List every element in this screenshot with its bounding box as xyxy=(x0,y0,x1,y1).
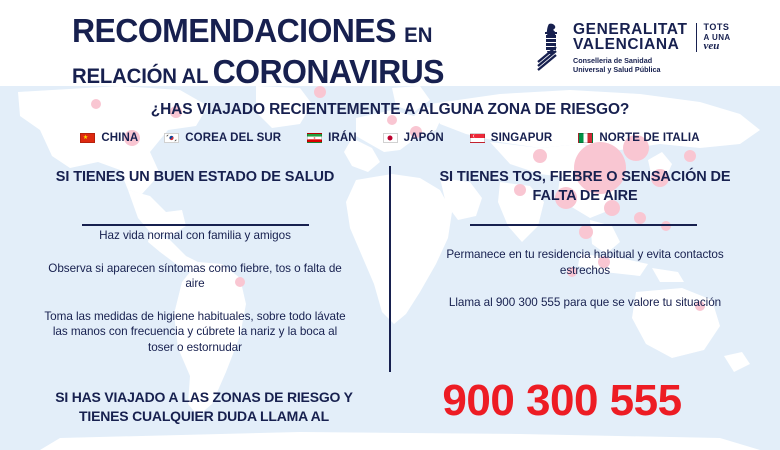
advice-paragraph: Haz vida normal con familia y amigos xyxy=(99,229,291,242)
title-main-second: CORONAVIRUS xyxy=(212,53,444,90)
poster-header xyxy=(0,0,780,88)
slogan-line3: veu xyxy=(703,40,720,52)
page-title xyxy=(72,14,492,96)
risk-zone-question: ¿HAS VIAJADO RECIENTEMENTE A ALGUNA ZONA DE RIESGO? xyxy=(150,101,630,118)
flag-japan-icon xyxy=(383,133,398,143)
risk-country-label: JAPÓN xyxy=(403,132,444,144)
flag-south-korea-icon xyxy=(164,133,179,143)
advice-paragraph: Observa si aparecen síntomas como fiebre, tos o falta de aire xyxy=(48,261,342,290)
coat-of-arms-icon xyxy=(536,22,566,72)
risk-country-label: COREA DEL SUR xyxy=(185,132,282,144)
logo-slogan xyxy=(704,22,731,52)
title-main-first: RECOMENDACIONES xyxy=(72,12,396,49)
vertical-divider xyxy=(389,166,391,372)
left-advice-column xyxy=(44,168,346,355)
title-word-relacion: RELACIÓN AL xyxy=(72,65,209,88)
logo-dept-line2: Universal y Salud Pública xyxy=(573,64,661,74)
risk-country-label: NORTE DE ITALIA xyxy=(599,132,700,144)
right-advice-column xyxy=(434,168,736,311)
slogan-line2: A UNA xyxy=(703,32,731,42)
logo-org-line1: GENERALITAT xyxy=(573,21,688,38)
logo-org-line2: VALENCIANA xyxy=(573,36,680,53)
advice-paragraph: Llama al 900 300 555 para que se valore tu situación xyxy=(448,296,722,309)
logo-dept-line1: Conselleria de Sanidad xyxy=(573,56,653,65)
risk-country-label: SINGAPUR xyxy=(490,132,553,144)
advice-paragraph: Toma las medidas de higiene habituales, sobre todo lávate las manos con frecuencia y cúbrete la nariz y la boca al toser o estornudar xyxy=(44,309,346,354)
right-column-body xyxy=(434,247,736,311)
risk-country-item xyxy=(578,132,699,144)
flag-singapore-icon xyxy=(470,133,485,143)
right-column-heading: SI TIENES TOS, FIEBRE O SENSACIÓN DE FALTA DE AIRE xyxy=(439,169,731,204)
risk-country-item xyxy=(470,132,553,144)
slogan-line1: TOTS xyxy=(703,22,730,32)
flag-china-icon: ★ xyxy=(80,133,95,143)
risk-country-item xyxy=(80,132,138,144)
footer-call-message: SI HAS VIAJADO A LAS ZONAS DE RIESGO Y TIENES CUALQUIER DUDA LLAMA AL xyxy=(55,389,353,424)
emergency-phone-number: 900 300 555 xyxy=(442,376,682,425)
risk-country-label: IRÁN xyxy=(328,132,357,144)
risk-country-item xyxy=(307,132,357,144)
flag-italy-icon xyxy=(578,133,593,143)
risk-country-item xyxy=(383,132,444,144)
risk-country-list xyxy=(0,132,780,144)
risk-country-item xyxy=(164,132,281,144)
left-column-body xyxy=(44,228,346,355)
left-column-heading: SI TIENES UN BUEN ESTADO DE SALUD xyxy=(55,169,335,185)
flag-iran-icon xyxy=(307,133,322,143)
logo-divider xyxy=(696,23,697,52)
generalitat-valenciana-logo xyxy=(536,22,731,74)
advice-paragraph: Permanece en tu residencia habitual y evita contactos estrechos xyxy=(446,248,724,277)
title-word-en: EN xyxy=(404,24,433,47)
risk-country-label: CHINA xyxy=(101,132,139,144)
